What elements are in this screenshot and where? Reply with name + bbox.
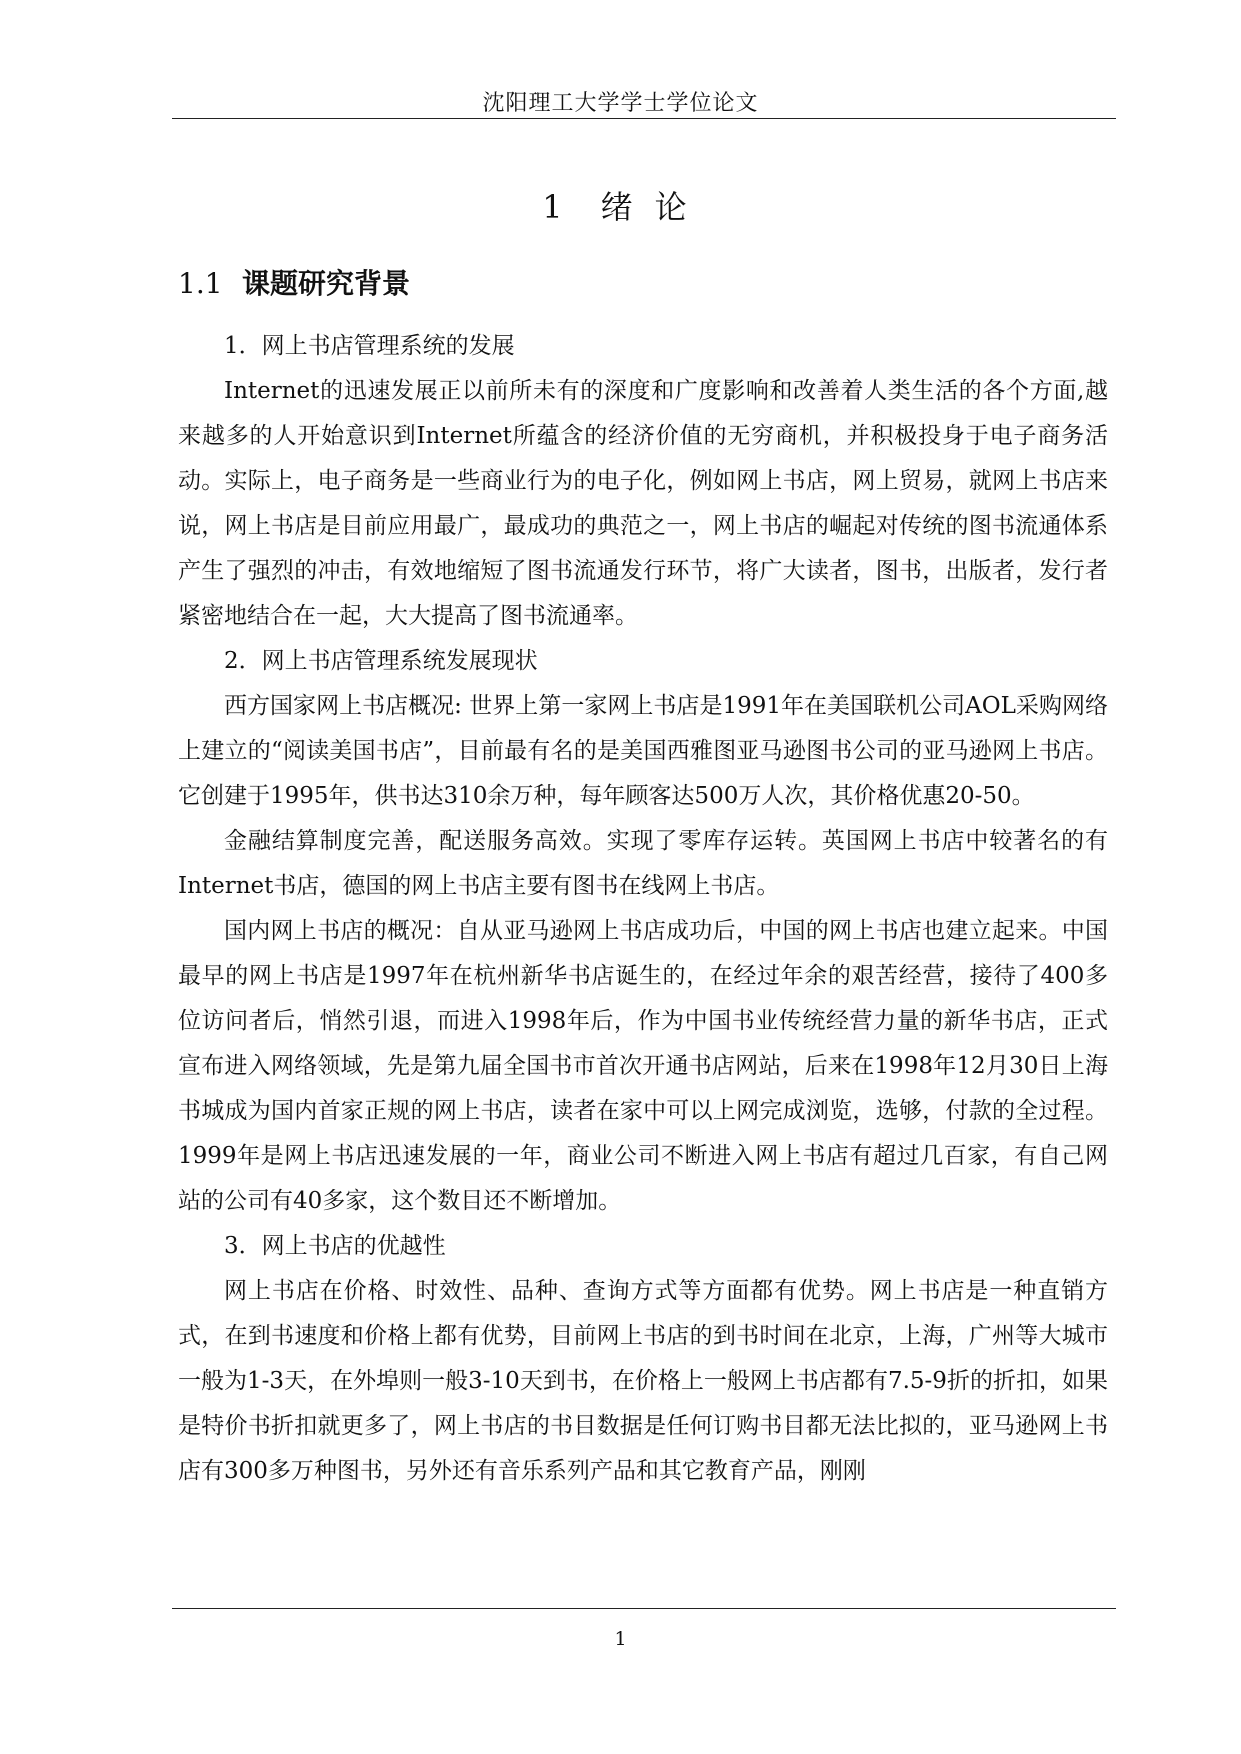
subheading-3: 3．网上书店的优越性 bbox=[224, 1233, 446, 1259]
paragraph: 金融结算制度完善，配送服务高效。实现了零库存运转。英国网上书店中较著名的有Internet书店，德国的网上书店主要有图书在线网上书店。 bbox=[178, 828, 1108, 899]
paragraph: 西方国家网上书店概况: 世界上第一家网上书店是1991年在美国联机公司AOL采购网络上建立的“阅读美国书店”，目前最有名的是美国西雅图亚马逊图书公司的亚马逊网上书店。它创建于1995年，供书达310余万种，每年顾客达500万人次，其价格优惠20-50。 bbox=[178, 693, 1108, 809]
section-heading bbox=[178, 262, 410, 302]
chapter-title-char: 绪 bbox=[600, 188, 635, 226]
chapter-number: 1 bbox=[542, 188, 565, 226]
page-number: 1 bbox=[614, 1628, 627, 1650]
running-header: 沈阳理工大学学士学位论文 bbox=[482, 91, 759, 116]
paragraph: 网上书店在价格、时效性、品种、查询方式等方面都有优势。网上书店是一种直销方式，在到书速度和价格上都有优势，目前网上书店的到书时间在北京，上海，广州等大城市一般为1-3天，在外埠则一般3-10天到书，在价格上一般网上书店都有7.5-9折的折扣，如果是特价书折扣就更多了，网上书店的书目数据是任何订购书目都无法比拟的，亚马逊网上书店有300多万种图书，另外还有音乐系列产品和其它教育产品，刚刚 bbox=[178, 1278, 1108, 1484]
body-text bbox=[178, 324, 1108, 1494]
section-title: 课题研究背景 bbox=[242, 267, 411, 300]
subheading-1: 1．网上书店管理系统的发展 bbox=[224, 333, 515, 359]
paragraph: Internet的迅速发展正以前所未有的深度和广度影响和改善着人类生活的各个方面,越来越多的人开始意识到Internet所蕴含的经济价值的无穷商机，并积极投身于电子商务活动。实际上，电子商务是一些商业行为的电子化，例如网上书店，网上贸易，就网上书店来说，网上书店是目前应用最广，最成功的典范之一，网上书店的崛起对传统的图书流通体系产生了强烈的冲击，有效地缩短了图书流通发行环节，将广大读者，图书，出版者，发行者紧密地结合在一起，大大提高了图书流通率。 bbox=[178, 378, 1108, 629]
header-rule bbox=[172, 118, 1116, 119]
chapter-title-char: 论 bbox=[654, 188, 689, 226]
subheading-2: 2．网上书店管理系统发展现状 bbox=[224, 648, 538, 674]
section-number: 1.1 bbox=[178, 267, 223, 300]
chapter-title bbox=[0, 182, 1241, 228]
paragraph: 国内网上书店的概况：自从亚马逊网上书店成功后，中国的网上书店也建立起来。中国最早的网上书店是1997年在杭州新华书店诞生的，在经过年余的艰苦经营，接待了400多位访问者后，悄然引退，而进入1998年后，作为中国书业传统经营力量的新华书店，正式宣布进入网络领域，先是第九届全国书市首次开通书店网站，后来在1998年12月30日上海书城成为国内首家正规的网上书店，读者在家中可以上网完成浏览，选够，付款的全过程。1999年是网上书店迅速发展的一年，商业公司不断进入网上书店有超过几百家，有自己网站的公司有40多家，这个数目还不断增加。 bbox=[178, 918, 1108, 1214]
footer-rule bbox=[172, 1608, 1116, 1609]
